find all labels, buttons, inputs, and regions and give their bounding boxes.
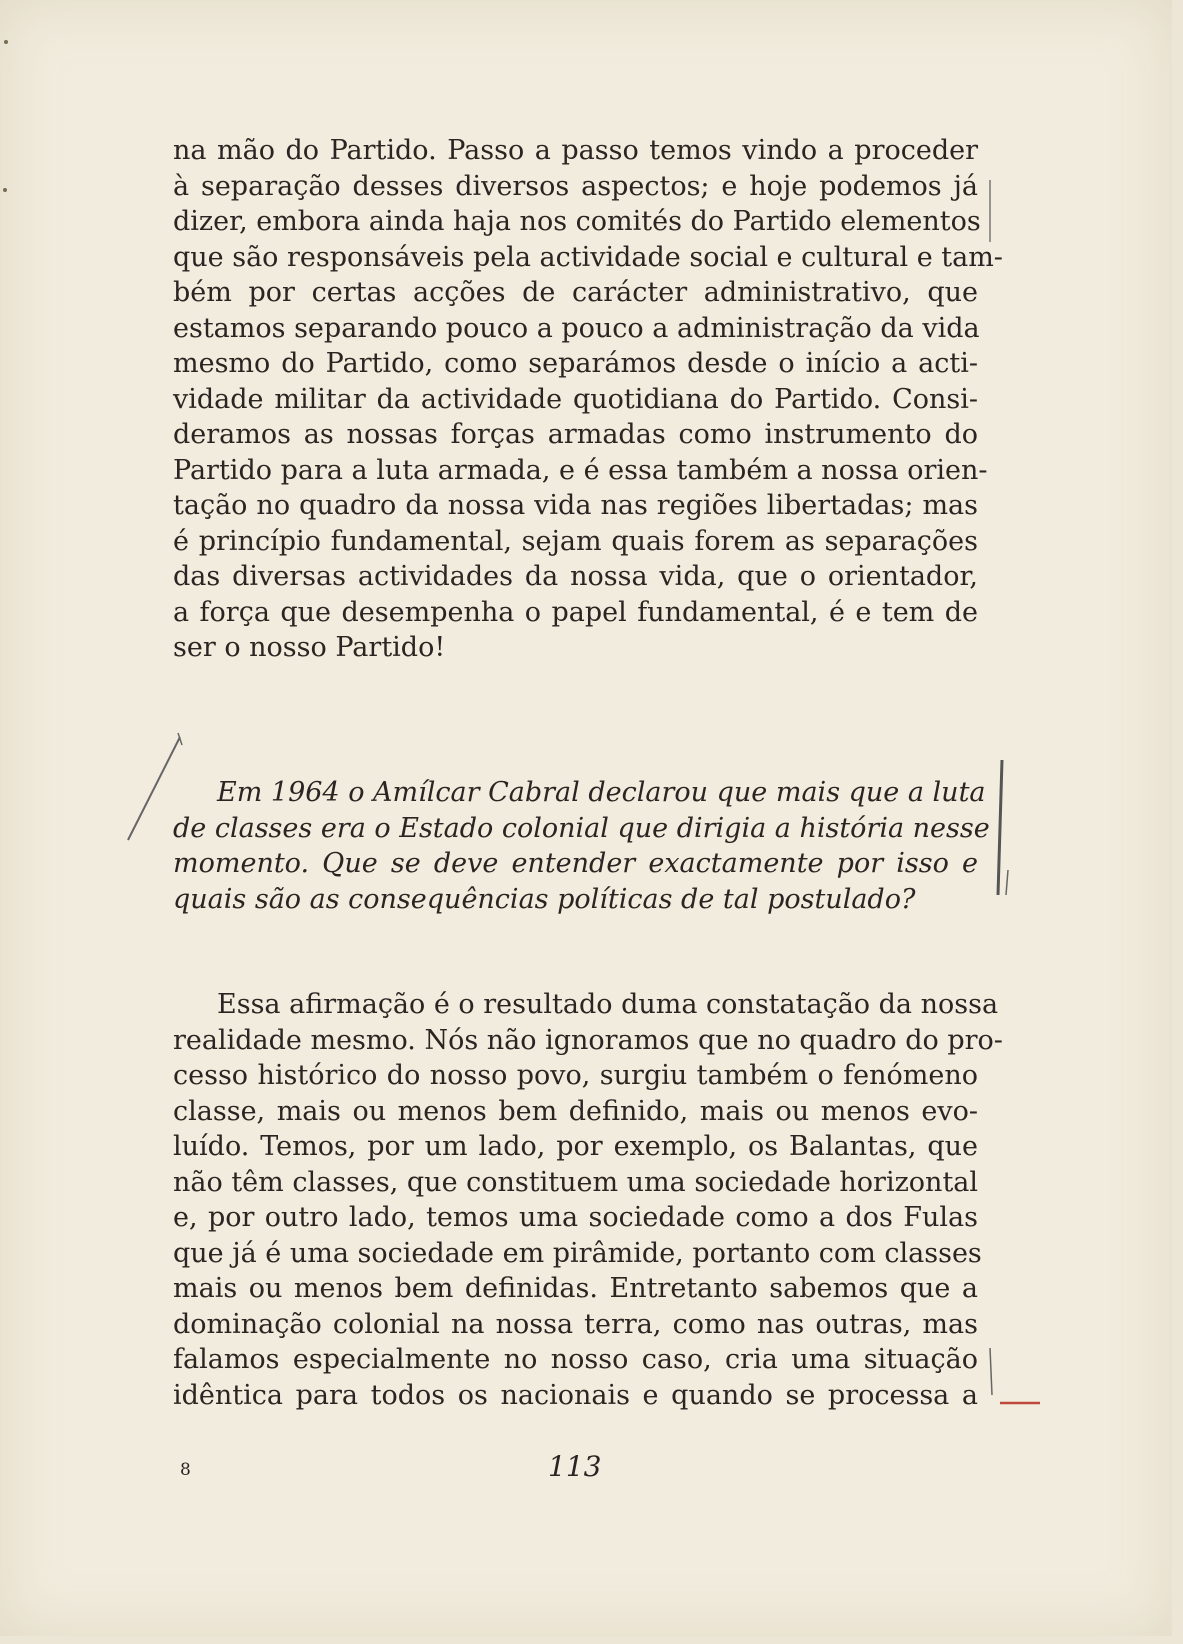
text-line: tação no quadro da nossa vida nas regiões libertadas; mas [173, 490, 978, 521]
text-line: vidade militar da actividade quotidiana do Partido. Consi- [173, 383, 978, 415]
text-line: cesso histórico do nosso povo, surgiu também o fenómeno [173, 1060, 978, 1091]
text-line: mesmo do Partido, como separámos desde o início a acti- [173, 348, 978, 379]
text-line: dominação colonial na nossa terra, como nas outras, mas [173, 1308, 978, 1340]
text-line: dizer, embora ainda haja nos comités do Partido elementos [173, 206, 981, 237]
signature-mark: 8 [180, 1460, 191, 1480]
question-line: Em 1964 o Amílcar Cabral declarou que mais que a luta [217, 777, 986, 808]
margin-slash-mark [128, 737, 180, 840]
text-line: idêntica para todos os nacionais e quando se processa a [173, 1379, 978, 1411]
text-line: ser o nosso Partido! [173, 632, 446, 663]
text-line: falamos especialmente no nosso caso, cria uma situação [173, 1344, 978, 1375]
text-line: bém por certas acções de carácter administrativo, que [173, 277, 978, 308]
text-line: à separação desses diversos aspectos; e hoje podemos já [173, 170, 978, 202]
text-line: não têm classes, que constituem uma sociedade horizontal [173, 1166, 979, 1198]
text-line: na mão do Partido. Passo a passo temos vindo a proceder [173, 135, 978, 166]
text-line: das diversas actividades da nossa vida, que o orientador, [173, 561, 978, 592]
text-line: é princípio fundamental, sejam quais forem as separações [173, 525, 978, 557]
text-line: a força que desempenha o papel fundamental, é e tem de [173, 596, 978, 628]
text-line: Partido para a luta armada, e é essa também a nossa orien- [173, 454, 988, 486]
text-line: classe, mais ou menos bem definido, mais ou menos evo- [173, 1095, 978, 1127]
question-line: momento. Que se deve entender exactamente por isso e [173, 848, 978, 879]
margin-bracket-mark [998, 760, 1002, 895]
text-line: deramos as nossas forças armadas como instrumento do [173, 419, 978, 450]
question-line: quais são as consequências políticas de tal postulado? [173, 883, 916, 915]
text-line: estamos separando pouco a pouco a administração da vida [173, 312, 980, 344]
text-line: Essa afirmação é o resultado duma constatação da nossa [217, 989, 999, 1020]
text-line: realidade mesmo. Nós não ignoramos que no quadro do pro- [173, 1024, 1003, 1056]
question-line: de classes era o Estado colonial que dirigia a história nesse [173, 812, 990, 844]
margin-bar-mark [990, 1348, 992, 1395]
text-line: e, por outro lado, temos uma sociedade como a dos Fulas [173, 1202, 978, 1233]
text-line: mais ou menos bem definidas. Entretanto sabemos que a [173, 1273, 978, 1304]
text-line: que já é uma sociedade em pirâmide, portanto com classes [173, 1237, 982, 1269]
text-line: luído. Temos, por um lado, por exemplo, os Balantas, que [173, 1131, 978, 1162]
page-number: 113 [548, 1450, 602, 1483]
text-line: que são responsáveis pela actividade social e cultural e tam- [173, 241, 1003, 273]
